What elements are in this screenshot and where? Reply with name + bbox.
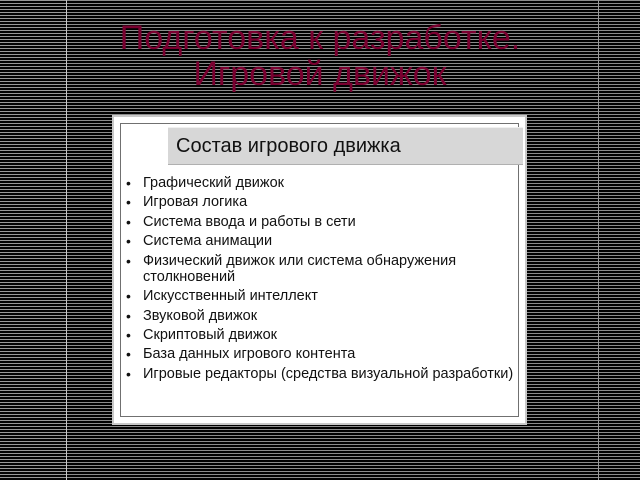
list-item	[126, 253, 518, 285]
bullet-icon: •	[126, 252, 131, 269]
bullet-icon: •	[126, 288, 131, 305]
slide-title-line-1: Подготовка к разработке.	[119, 19, 521, 57]
vertical-divider-right	[598, 0, 599, 480]
bullet-icon: •	[126, 213, 131, 230]
slide-title-line-2: Игровой движок	[193, 55, 447, 93]
vertical-divider-left	[66, 0, 67, 480]
list-item-text: Система анимации	[143, 233, 273, 250]
list-item	[126, 214, 518, 230]
left-striped-panel	[0, 0, 66, 480]
list-item-text: Скриптовый движок	[143, 326, 277, 343]
bullet-icon: •	[126, 346, 131, 363]
list-item-text: Звуковой движок	[143, 307, 258, 324]
list-item	[126, 194, 518, 210]
list-item	[126, 346, 518, 362]
bullet-icon: •	[126, 307, 131, 324]
bullet-icon: •	[126, 194, 131, 211]
card-heading: Состав игрового движка	[176, 135, 401, 157]
bullet-icon: •	[126, 326, 131, 343]
list-item	[126, 175, 518, 191]
list-item	[126, 327, 518, 343]
engine-components-list	[126, 175, 518, 385]
bullet-icon: •	[126, 175, 131, 191]
list-item	[126, 288, 518, 304]
list-item-text: Искусственный интеллект	[143, 288, 318, 305]
list-item-text: База данных игрового контента	[143, 346, 356, 363]
list-item-text: Графический движок	[143, 175, 285, 191]
list-item	[126, 308, 518, 324]
list-item-text: Игровые редакторы (средства визуальной разработки)	[143, 365, 514, 382]
list-item	[126, 233, 518, 249]
list-item	[126, 366, 518, 382]
bullet-icon: •	[126, 365, 131, 382]
slide-title	[70, 20, 570, 92]
list-item-text: Игровая логика	[143, 194, 248, 211]
list-item-text: Система ввода и работы в сети	[143, 213, 356, 230]
bullet-icon: •	[126, 233, 131, 250]
list-item-text: Физический движок или система обнаружения столкновений	[143, 252, 457, 285]
card-heading-bar	[168, 127, 523, 165]
content-image-card	[112, 115, 527, 425]
